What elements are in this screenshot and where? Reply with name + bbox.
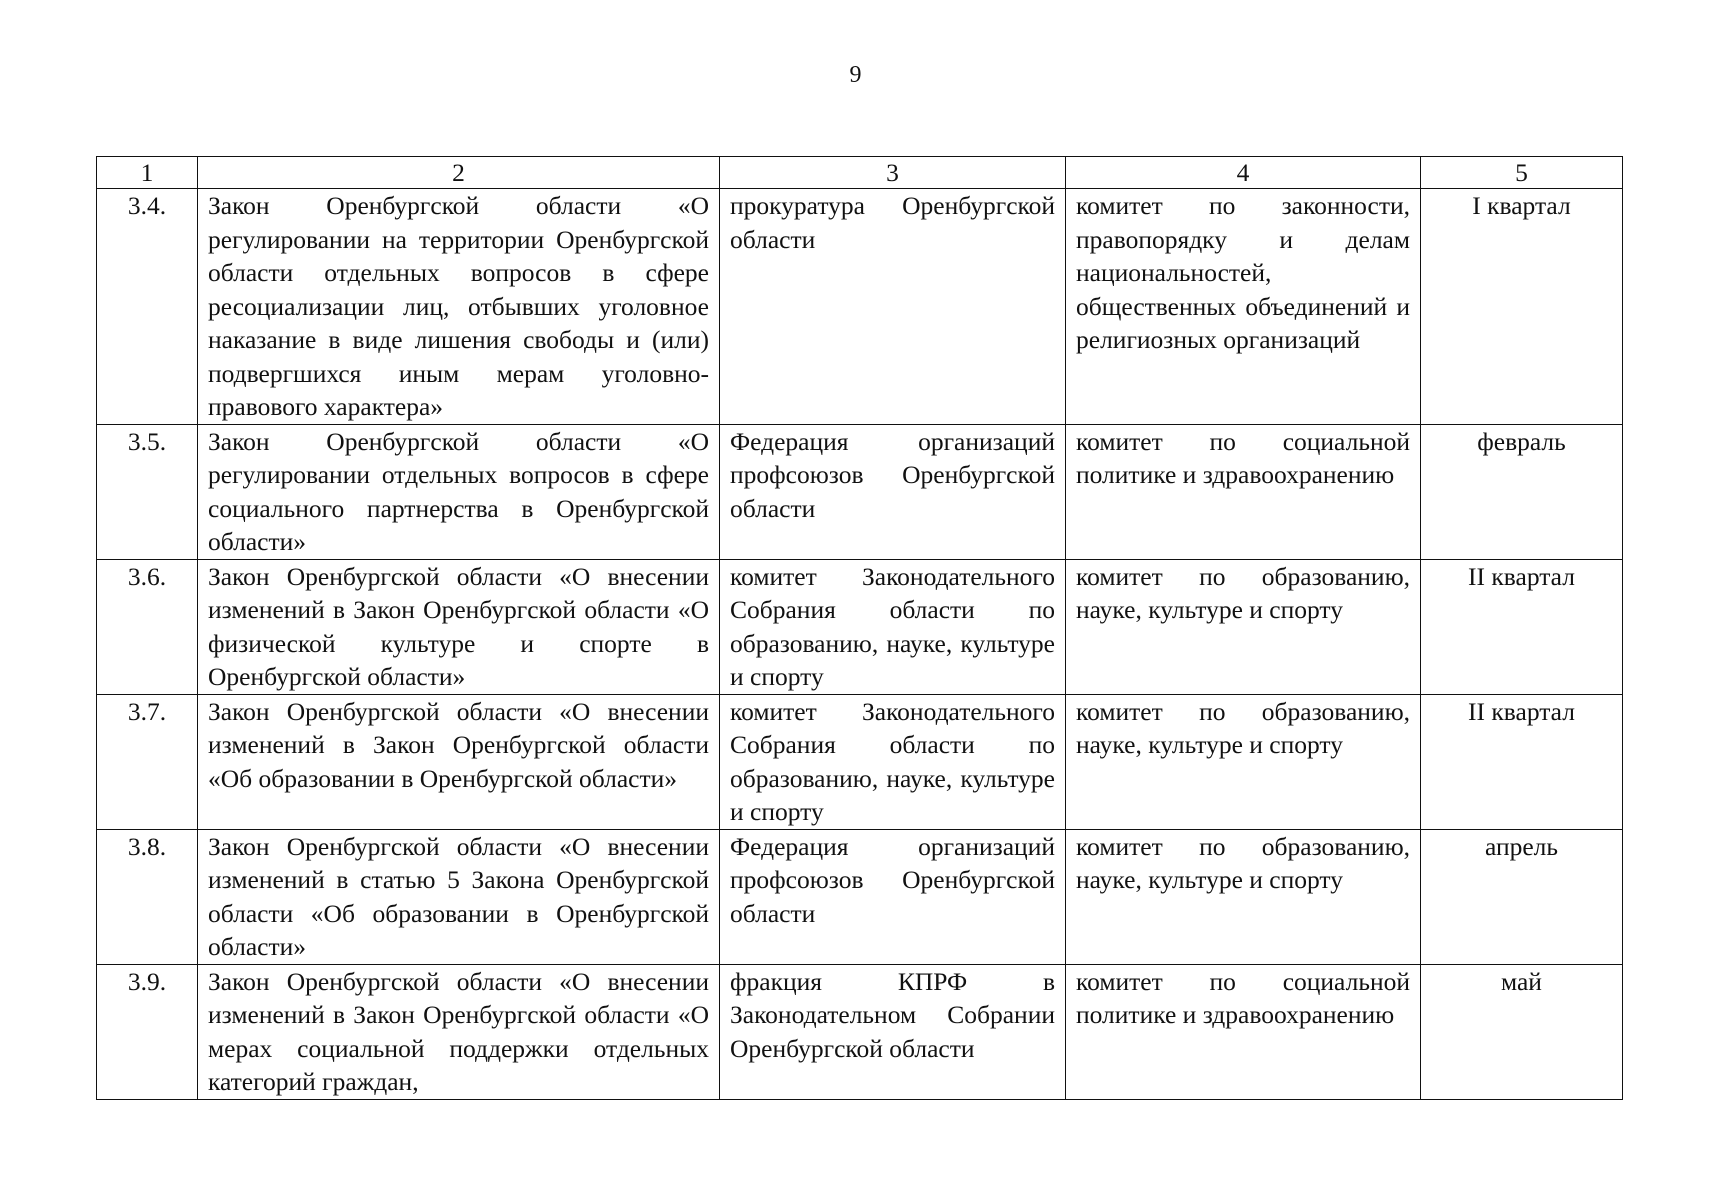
column-header: 1 <box>97 157 198 189</box>
law-title: Закон Оренбургской области «О регулировании на территории Оренбургской области отдельных вопросов в сфере ресоциализации лиц, отбывших уголовное наказание в виде лишения свободы и (или) подвергшихся иным мерам уголовно-правового характера» <box>198 189 720 425</box>
deadline: февраль <box>1421 424 1623 559</box>
responsible-committee: комитет по социальной политике и здравоохранению <box>1066 964 1421 1099</box>
table-row <box>97 424 1623 559</box>
responsible-committee: комитет по образованию, науке, культуре и спорту <box>1066 829 1421 964</box>
responsible-committee: комитет по образованию, науке, культуре и спорту <box>1066 559 1421 694</box>
responsible-committee: комитет по образованию, науке, культуре и спорту <box>1066 694 1421 829</box>
law-title: Закон Оренбургской области «О внесении изменений в Закон Оренбургской области «Об образовании в Оренбургской области» <box>198 694 720 829</box>
deadline: II квартал <box>1421 559 1623 694</box>
column-header: 3 <box>720 157 1066 189</box>
initiator: комитет Законодательного Собрания области по образованию, науке, культуре и спорту <box>720 694 1066 829</box>
deadline: I квартал <box>1421 189 1623 425</box>
table-row <box>97 829 1623 964</box>
deadline: II квартал <box>1421 694 1623 829</box>
deadline: апрель <box>1421 829 1623 964</box>
responsible-committee: комитет по социальной политике и здравоохранению <box>1066 424 1421 559</box>
initiator: фракция КПРФ в Законодательном Собрании Оренбургской области <box>720 964 1066 1099</box>
column-header: 5 <box>1421 157 1623 189</box>
law-title: Закон Оренбургской области «О внесении изменений в Закон Оренбургской области «О физической культуре и спорте в Оренбургской области» <box>198 559 720 694</box>
page-number: 9 <box>849 62 862 88</box>
row-number: 3.9. <box>97 964 198 1099</box>
table-row <box>97 964 1623 1099</box>
law-title: Закон Оренбургской области «О внесении изменений в Закон Оренбургской области «О мерах социальной поддержки отдельных категорий граждан, <box>198 964 720 1099</box>
table-row <box>97 694 1623 829</box>
table-row <box>97 559 1623 694</box>
table-header-row <box>97 157 1623 189</box>
law-title: Закон Оренбургской области «О внесении изменений в статью 5 Закона Оренбургской области «Об образовании в Оренбургской области» <box>198 829 720 964</box>
row-number: 3.4. <box>97 189 198 425</box>
initiator: комитет Законодательного Собрания области по образованию, науке, культуре и спорту <box>720 559 1066 694</box>
deadline: май <box>1421 964 1623 1099</box>
initiator: прокуратура Оренбургской области <box>720 189 1066 425</box>
row-number: 3.6. <box>97 559 198 694</box>
initiator: Федерация организаций профсоюзов Оренбургской области <box>720 424 1066 559</box>
column-header: 4 <box>1066 157 1421 189</box>
column-header: 2 <box>198 157 720 189</box>
row-number: 3.5. <box>97 424 198 559</box>
law-title: Закон Оренбургской области «О регулировании отдельных вопросов в сфере социального партнерства в Оренбургской области» <box>198 424 720 559</box>
responsible-committee: комитет по законности, правопорядку и делам национальностей, общественных объединений и религиозных организаций <box>1066 189 1421 425</box>
plan-table <box>96 156 1623 1100</box>
table-row <box>97 189 1623 425</box>
row-number: 3.8. <box>97 829 198 964</box>
initiator: Федерация организаций профсоюзов Оренбургской области <box>720 829 1066 964</box>
row-number: 3.7. <box>97 694 198 829</box>
